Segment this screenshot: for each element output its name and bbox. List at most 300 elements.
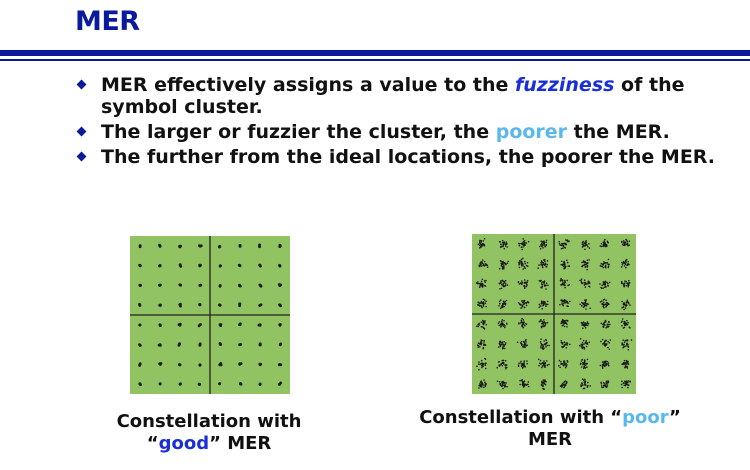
symbol-point [199, 343, 202, 346]
caption-poor-line2: MER [527, 429, 573, 450]
symbol-point [565, 364, 567, 366]
symbol-point [629, 304, 631, 306]
symbol-point [483, 387, 485, 389]
symbol-point [584, 304, 586, 306]
symbol-point [565, 321, 567, 323]
symbol-point [545, 266, 547, 268]
symbol-point [541, 326, 543, 328]
symbol-point [506, 323, 508, 325]
symbol-point [584, 245, 586, 247]
symbol-point [601, 383, 603, 385]
symbol-point [198, 244, 201, 247]
symbol-point [484, 238, 486, 240]
symbol-point [582, 364, 584, 366]
symbol-point [544, 362, 546, 364]
symbol-point [604, 242, 606, 244]
symbol-point [605, 262, 607, 264]
symbol-point [584, 379, 586, 381]
symbol-point [583, 340, 585, 342]
symbol-point [523, 363, 525, 365]
symbol-point [478, 345, 480, 347]
symbol-point [567, 262, 569, 264]
symbol-point [541, 263, 543, 265]
symbol-point [499, 268, 501, 270]
symbol-point [503, 303, 505, 305]
symbol-point [522, 246, 524, 248]
symbol-point [238, 304, 241, 307]
symbol-point [605, 281, 607, 283]
symbol-point [519, 384, 521, 386]
symbol-point [563, 268, 565, 270]
symbol-point [501, 264, 503, 266]
symbol-point [542, 267, 544, 269]
symbol-point [239, 323, 242, 326]
symbol-point [485, 300, 487, 302]
symbol-point [499, 301, 501, 303]
symbol-point [522, 265, 524, 267]
symbol-point [605, 386, 607, 388]
symbol-point [625, 261, 627, 263]
symbol-point [517, 342, 519, 344]
symbol-point [564, 287, 566, 289]
symbol-point [547, 260, 549, 262]
caption-text: “ [146, 433, 159, 454]
symbol-point [562, 279, 564, 281]
symbol-point [545, 381, 547, 383]
symbol-point [139, 244, 142, 247]
symbol-point [506, 241, 508, 243]
symbol-point [627, 361, 629, 363]
symbol-point [631, 339, 633, 341]
symbol-point [626, 244, 628, 246]
symbol-point [600, 265, 602, 267]
symbol-point [502, 306, 504, 308]
symbol-point [558, 365, 560, 367]
symbol-point [219, 284, 222, 287]
symbol-point [483, 299, 485, 301]
symbol-point [561, 322, 563, 324]
symbol-point [158, 304, 161, 307]
symbol-point [604, 385, 606, 387]
symbol-point [528, 241, 530, 243]
symbol-point [603, 343, 605, 345]
symbol-point [478, 244, 480, 246]
symbol-point [502, 323, 504, 325]
bullet-list [75, 74, 715, 171]
symbol-point [562, 247, 564, 249]
symbol-point [606, 304, 608, 306]
symbol-point [624, 280, 626, 282]
symbol-point [585, 300, 587, 302]
symbol-point [178, 342, 181, 345]
symbol-point [610, 339, 612, 341]
symbol-point [199, 364, 202, 367]
symbol-point [546, 282, 548, 284]
symbol-point [504, 248, 506, 250]
symbol-point [568, 240, 570, 242]
symbol-point [583, 343, 585, 345]
symbol-point [562, 282, 564, 284]
symbol-point [629, 240, 631, 242]
symbol-point [501, 344, 503, 346]
symbol-point [546, 322, 548, 324]
symbol-point [524, 261, 526, 263]
symbol-point [589, 385, 591, 387]
symbol-point [485, 362, 487, 364]
symbol-point [498, 321, 500, 323]
bullet-text-segment: the MER. [567, 121, 670, 143]
symbol-point [582, 322, 584, 324]
symbol-point [482, 383, 484, 385]
symbol-point [526, 282, 528, 284]
symbol-point [561, 384, 563, 386]
symbol-point [519, 380, 521, 382]
symbol-point [521, 261, 523, 263]
symbol-point [499, 288, 501, 290]
symbol-point [584, 388, 586, 390]
symbol-point [521, 325, 523, 327]
symbol-point [479, 303, 481, 305]
symbol-point [502, 244, 504, 246]
symbol-point [628, 283, 630, 285]
symbol-point [503, 363, 505, 365]
symbol-point [625, 363, 627, 365]
symbol-point [139, 324, 142, 327]
symbol-point [481, 241, 483, 243]
symbol-point [526, 323, 528, 325]
symbol-point [623, 363, 625, 365]
constellation-poor-svg [472, 234, 636, 394]
symbol-point [567, 360, 569, 362]
symbol-point [609, 349, 611, 351]
symbol-point [545, 288, 547, 290]
symbol-point [504, 262, 506, 264]
symbol-point [524, 267, 526, 269]
symbol-point [542, 365, 544, 367]
symbol-point [625, 307, 627, 309]
symbol-point [582, 327, 584, 329]
symbol-point [504, 282, 506, 284]
symbol-point [606, 380, 608, 382]
bullet-text-segment: MER effectively assigns a value to the [101, 74, 515, 96]
symbol-point [482, 285, 484, 287]
symbol-point [483, 301, 485, 303]
symbol-point [626, 239, 628, 241]
symbol-point [478, 265, 480, 267]
symbol-point [503, 266, 505, 268]
symbol-point [519, 243, 521, 245]
symbol-point [566, 382, 568, 384]
symbol-point [481, 301, 483, 303]
symbol-point [279, 323, 282, 326]
symbol-point [523, 324, 525, 326]
symbol-cluster [139, 244, 142, 248]
symbol-point [626, 323, 628, 325]
symbol-point [560, 264, 562, 266]
symbol-point [479, 241, 481, 243]
symbol-point [543, 242, 545, 244]
symbol-point [527, 301, 529, 303]
symbol-point [564, 320, 566, 322]
symbol-point [581, 280, 583, 282]
symbol-point [585, 363, 587, 365]
symbol-point [278, 264, 281, 267]
symbol-point [565, 247, 567, 249]
symbol-point [588, 281, 590, 283]
symbol-point [584, 348, 586, 350]
symbol-point [138, 264, 141, 267]
symbol-point [565, 343, 567, 345]
symbol-point [582, 378, 584, 380]
symbol-point [568, 284, 570, 286]
symbol-point [484, 364, 486, 366]
symbol-point [139, 284, 142, 287]
symbol-point [544, 259, 546, 261]
symbol-point [522, 302, 524, 304]
symbol-point [587, 325, 589, 327]
symbol-point [581, 366, 583, 368]
symbol-point [601, 243, 603, 245]
symbol-point [525, 345, 527, 347]
symbol-point [526, 286, 528, 288]
symbol-point [504, 241, 506, 243]
symbol-point [480, 261, 482, 263]
symbol-point [496, 367, 498, 369]
symbol-point [624, 265, 626, 267]
symbol-point [624, 360, 626, 362]
symbol-point [500, 299, 502, 301]
symbol-point [481, 367, 483, 369]
symbol-point [605, 320, 607, 322]
symbol-point [482, 259, 484, 261]
symbol-point [521, 341, 523, 343]
symbol-point [623, 346, 625, 348]
symbol-point [626, 360, 628, 362]
symbol-point [500, 325, 502, 327]
symbol-point [540, 244, 542, 246]
symbol-point [540, 338, 542, 340]
slide-title: MER [75, 6, 140, 37]
symbol-point [607, 242, 609, 244]
caption-text: Constellation with “ [419, 407, 623, 428]
symbol-point [584, 279, 586, 281]
symbol-point [559, 367, 561, 369]
symbol-point [542, 285, 544, 287]
caption-highlight-poor: poor [622, 407, 669, 428]
symbol-point [527, 384, 529, 386]
symbol-point [498, 364, 500, 366]
symbol-point [622, 243, 624, 245]
symbol-point [521, 380, 523, 382]
symbol-point [604, 287, 606, 289]
symbol-point [581, 278, 583, 280]
symbol-point [528, 386, 530, 388]
caption-poor [405, 407, 695, 451]
symbol-point [518, 281, 520, 283]
symbol-point [504, 306, 506, 308]
symbol-point [539, 304, 541, 306]
symbol-point [524, 300, 526, 302]
symbol-point [547, 285, 549, 287]
symbol-point [522, 327, 524, 329]
symbol-point [599, 283, 601, 285]
symbol-point [558, 241, 560, 243]
caption-text: ” [668, 407, 681, 428]
symbol-point [503, 320, 505, 322]
bullet-text-segment: The further from the ideal locations, the poorer the MER. [101, 146, 716, 168]
symbol-point [522, 244, 524, 246]
symbol-point [580, 363, 582, 365]
symbol-point [585, 327, 587, 329]
constellation-poor-plot [472, 234, 636, 394]
symbol-point [539, 280, 541, 282]
symbol-point [481, 245, 483, 247]
symbol-point [484, 344, 486, 346]
symbol-cluster [258, 244, 261, 249]
symbol-point [522, 367, 524, 369]
symbol-point [199, 303, 202, 306]
symbol-point [525, 343, 527, 345]
symbol-point [504, 327, 506, 329]
symbol-point [601, 323, 603, 325]
symbol-point [544, 325, 546, 327]
symbol-point [240, 362, 243, 365]
symbol-point [606, 363, 608, 365]
symbol-point [566, 320, 568, 322]
symbol-point [581, 283, 583, 285]
symbol-point [518, 323, 520, 325]
symbol-point [545, 346, 547, 348]
symbol-point [219, 362, 222, 365]
symbol-point [482, 279, 484, 281]
bullet-text-segment: The larger or fuzzier the cluster, the [101, 121, 496, 143]
symbol-point [505, 382, 507, 384]
symbol-point [609, 324, 611, 326]
symbol-point [584, 347, 586, 349]
symbol-point [524, 307, 526, 309]
symbol-point [504, 325, 506, 327]
symbol-point [483, 240, 485, 242]
symbol-point [583, 366, 585, 368]
symbol-point [542, 301, 544, 303]
symbol-point [540, 363, 542, 365]
symbol-point [522, 346, 524, 348]
symbol-point [484, 261, 486, 263]
symbol-point [585, 342, 587, 344]
symbol-point [500, 308, 502, 310]
symbol-point [521, 249, 523, 251]
symbol-point [258, 304, 261, 307]
symbol-point [547, 301, 549, 303]
caption-good-line1: Constellation with [116, 411, 302, 432]
symbol-point [521, 246, 523, 248]
symbol-point [583, 384, 585, 386]
symbol-point [279, 304, 282, 307]
symbol-point [603, 386, 605, 388]
symbol-point [500, 383, 502, 385]
symbol-point [523, 344, 525, 346]
symbol-point [630, 381, 632, 383]
symbol-point [603, 281, 605, 283]
symbol-point [622, 283, 624, 285]
symbol-point [604, 341, 606, 343]
symbol-point [581, 359, 583, 361]
symbol-point [606, 262, 608, 264]
symbol-point [564, 300, 566, 302]
symbol-point [621, 301, 623, 303]
symbol-point [484, 381, 486, 383]
symbol-point [560, 361, 562, 363]
symbol-point [259, 383, 262, 386]
symbol-point [543, 379, 545, 381]
symbol-point [564, 341, 566, 343]
symbol-point [561, 243, 563, 245]
symbol-point [501, 360, 503, 362]
symbol-point [523, 321, 525, 323]
symbol-point [561, 363, 563, 365]
symbol-point [239, 245, 242, 248]
symbol-point [584, 325, 586, 327]
symbol-point [559, 304, 561, 306]
symbol-point [605, 364, 607, 366]
symbol-point [565, 300, 567, 302]
bullet-item [75, 121, 715, 143]
symbol-point [498, 305, 500, 307]
symbol-point [505, 342, 507, 344]
symbol-point [259, 284, 262, 287]
symbol-point [587, 386, 589, 388]
symbol-point [524, 385, 526, 387]
symbol-point [585, 308, 587, 310]
symbol-point [540, 343, 542, 345]
symbol-point [219, 324, 222, 327]
symbol-point [567, 280, 569, 282]
symbol-point [500, 281, 502, 283]
symbol-point [544, 280, 546, 282]
symbol-point [538, 365, 540, 367]
symbol-point [480, 243, 482, 245]
symbol-point [626, 320, 628, 322]
symbol-point [480, 264, 482, 266]
symbol-point [479, 384, 481, 386]
symbol-point [218, 245, 221, 248]
symbol-point [600, 301, 602, 303]
symbol-point [626, 285, 628, 287]
symbol-point [502, 240, 504, 242]
symbol-point [139, 382, 142, 385]
symbol-point [607, 380, 609, 382]
symbol-point [586, 244, 588, 246]
symbol-point [478, 323, 480, 325]
symbol-point [561, 340, 563, 342]
symbol-point [605, 300, 607, 302]
symbol-point [481, 362, 483, 364]
symbol-point [562, 303, 564, 305]
symbol-point [587, 259, 589, 261]
symbol-point [524, 240, 526, 242]
symbol-point [483, 244, 485, 246]
symbol-point [522, 381, 524, 383]
symbol-point [159, 324, 162, 327]
symbol-point [621, 266, 623, 268]
symbol-point [481, 307, 483, 309]
symbol-point [589, 286, 591, 288]
symbol-point [586, 346, 588, 348]
symbol-point [563, 382, 565, 384]
symbol-point [586, 283, 588, 285]
symbol-point [538, 264, 540, 266]
symbol-point [504, 385, 506, 387]
